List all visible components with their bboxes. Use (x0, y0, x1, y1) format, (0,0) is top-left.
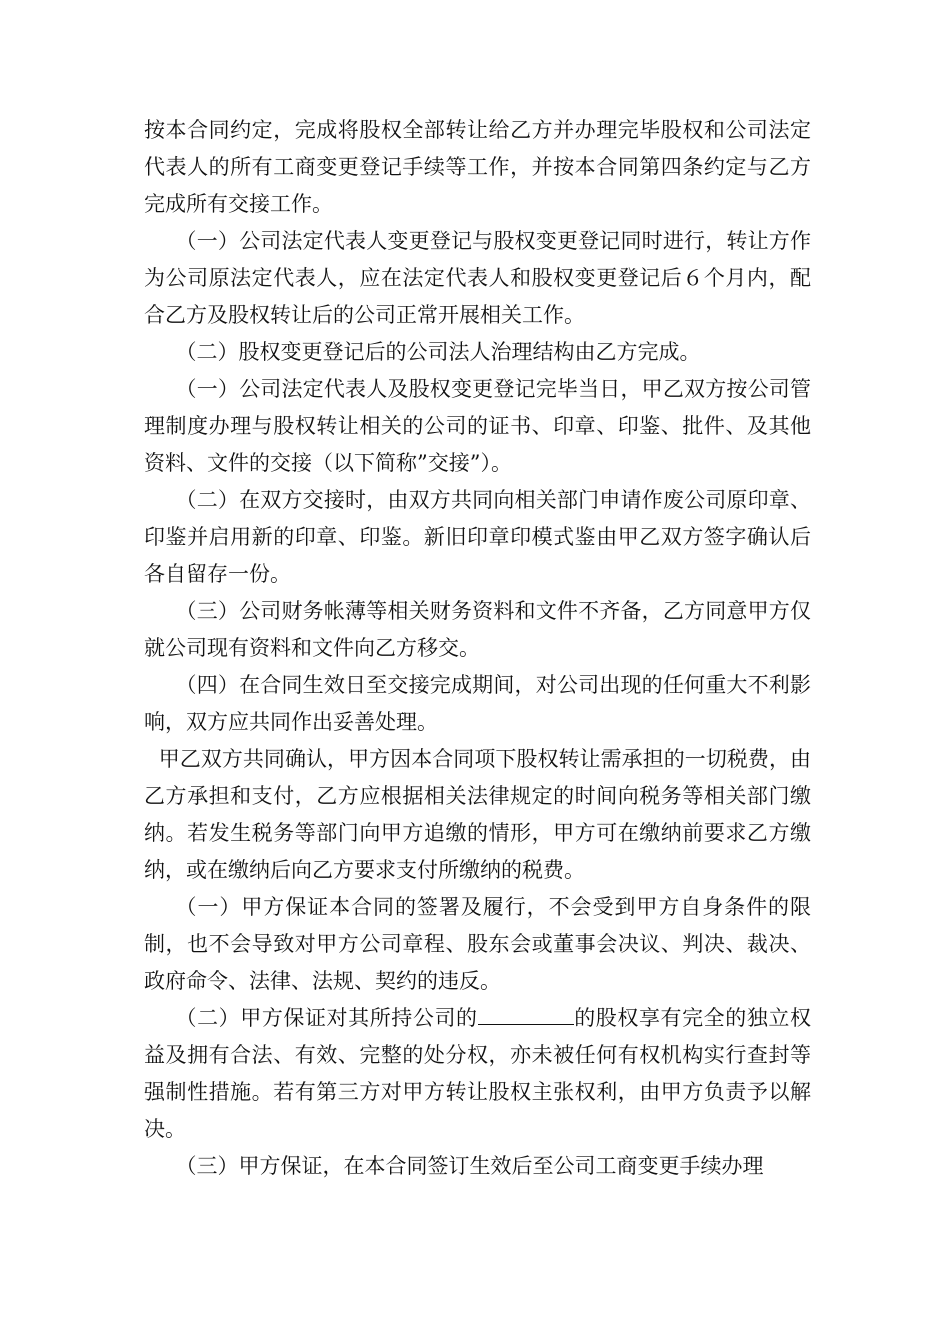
paragraph-warranty-after-signing: （三）甲方保证，在本合同签订生效后至公司工商变更手续办理 (175, 1154, 764, 1178)
paragraph-handover-items: （一）公司法定代表人及股权变更登记完毕当日，甲乙双方按公司管理制度办理与股权转让相关的公司的证书、印章、印鉴、批件、及其他资料、文件的交接（以下简称”交接”）。 (144, 377, 811, 475)
ownership-text-after: 的股权享有完全的独立权益及拥有合法、有效、完整的处分权，亦未被任何有权机构实行查封等强制性措施。若有第三方对甲方转让股权主张权利，由甲方负责予以解决。 (144, 1006, 812, 1141)
paragraph-governance-structure: （二）股权变更登记后的公司法人治理结构由乙方完成。 (175, 340, 701, 364)
paragraph-seal-replacement: （二）在双方交接时，由双方共同向相关部门申请作废公司原印章、印鉴并启用新的印章、印鉴。新旧印章印模式鉴由甲乙双方签字确认后各自留存一份。 (144, 488, 811, 586)
paragraph-tax-burden: 甲乙双方共同确认，甲方因本合同项下股权转让需承担的一切税费，由乙方承担和支付，乙方应根据相关法律规定的时间向税务等相关部门缴纳。若发生税务等部门向甲方追缴的情形，甲方可在缴纳前要求乙方缴纳，或在缴纳后向乙方要求支付所缴纳的税费。 (144, 747, 811, 882)
document-body (144, 112, 811, 1185)
paragraph-warranty-ownership (144, 1000, 811, 1148)
ownership-text-before: （二）甲方保证对其所持公司的 (175, 1006, 478, 1030)
paragraph-handover-completion: 按本合同约定，完成将股权全部转让给乙方并办理完毕股权和公司法定代表人的所有工商变更登记手续等工作，并按本合同第四条约定与乙方完成所有交接工作。 (144, 118, 811, 216)
paragraph-legal-rep-change: （一）公司法定代表人变更登记与股权变更登记同时进行，转让方作为公司原法定代表人，应在法定代表人和股权变更登记后６个月内，配合乙方及股权转让后的公司正常开展相关工作。 (144, 229, 811, 327)
paragraph-financial-records: （三）公司财务帐薄等相关财务资料和文件不齐备，乙方同意甲方仅就公司现有资料和文件向乙方移交。 (144, 599, 811, 660)
share-percentage-blank (478, 1006, 574, 1025)
paragraph-adverse-effects: （四）在合同生效日至交接完成期间，对公司出现的任何重大不利影响，双方应共同作出妥善处理。 (144, 673, 811, 734)
paragraph-warranty-signing: （一）甲方保证本合同的签署及履行，不会受到甲方自身条件的限制，也不会导致对甲方公司章程、股东会或董事会决议、判决、裁决、政府命令、法律、法规、契约的违反。 (144, 895, 811, 993)
